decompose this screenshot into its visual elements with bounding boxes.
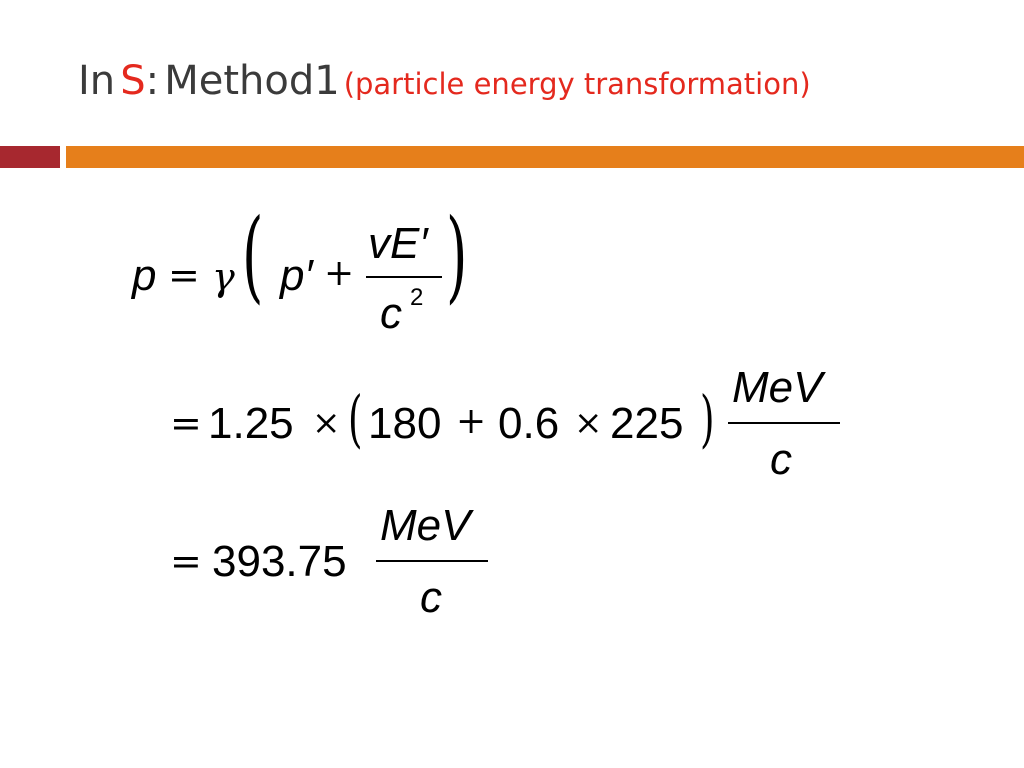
symbol-p-prime: p′ (280, 251, 313, 300)
close-paren: ) (700, 382, 715, 455)
fraction-denominator-c: c (380, 289, 402, 338)
equation-result (170, 500, 570, 625)
E-prime-value: 225 (610, 399, 684, 448)
exponent-2: 2 (410, 284, 424, 311)
divider-bar-right (66, 146, 1024, 168)
result-value: 393.75 (212, 537, 347, 586)
unit-fraction-bar (728, 422, 840, 424)
equation-momentum-formula (130, 197, 530, 346)
close-paren: ) (446, 197, 468, 314)
symbol-gamma: γ (212, 255, 235, 299)
times-sign-2: × (574, 403, 603, 443)
fraction-bar (366, 276, 442, 278)
times-sign: × (312, 403, 341, 443)
title-frame-symbol: S (120, 58, 146, 104)
equation-substitution (170, 362, 870, 487)
equals-sign: = (170, 539, 202, 583)
equals-sign: = (168, 253, 200, 297)
gamma-value: 1.25 (208, 399, 294, 448)
divider-bar-left (0, 146, 60, 168)
unit-denominator-c: c (420, 573, 442, 622)
title-method: Method1 (164, 58, 340, 104)
open-paren: ( (242, 197, 264, 314)
v-value: 0.6 (498, 399, 560, 448)
fraction-numerator-vE-prime: vE′ (368, 219, 428, 268)
unit-numerator-MeV: MeV (380, 501, 471, 550)
p-prime-value: 180 (368, 399, 442, 448)
title-subtitle: (particle energy transformation) (343, 67, 811, 101)
equals-sign: = (170, 401, 202, 445)
symbol-p: p (132, 251, 157, 300)
unit-denominator-c: c (770, 435, 792, 484)
title-prefix: In (78, 58, 116, 104)
open-paren: ( (348, 382, 363, 455)
slide-title (78, 58, 811, 104)
plus-sign: + (324, 253, 355, 294)
title-colon: : (145, 58, 160, 104)
plus-sign: + (456, 401, 487, 442)
unit-numerator-MeV: MeV (732, 363, 823, 412)
unit-fraction-bar (376, 560, 488, 562)
